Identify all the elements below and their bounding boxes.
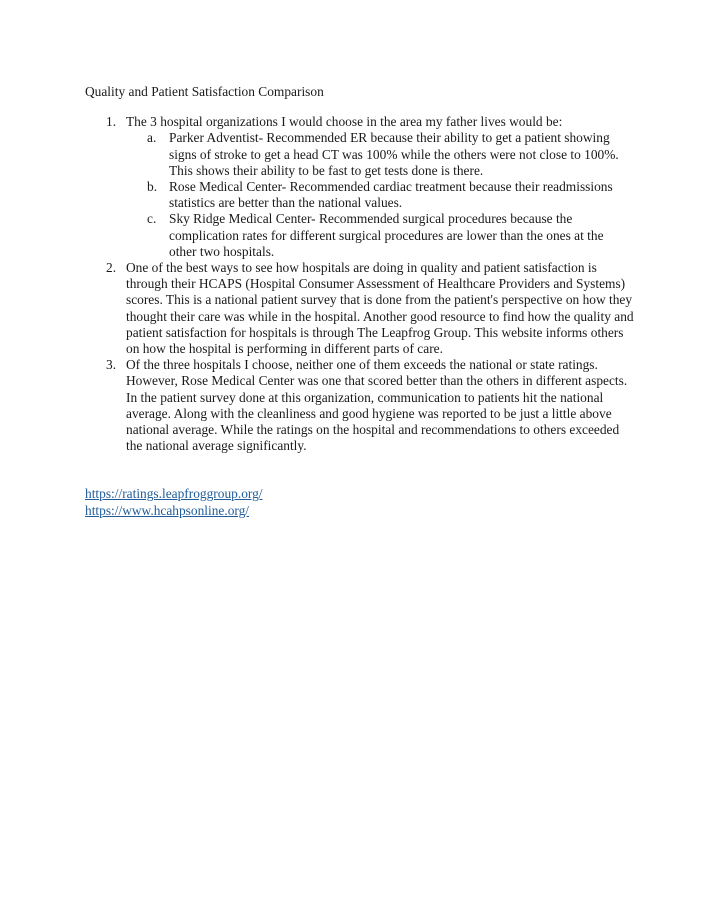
list-item-3 xyxy=(85,357,634,454)
sublist-item-c xyxy=(126,211,634,260)
list-number: 1. xyxy=(106,114,117,130)
document-title: Quality and Patient Satisfaction Comparison xyxy=(85,84,324,99)
sublist-item-text: Parker Adventist- Recommended ER because their ability to get a patient showing signs of stroke to get a head CT was 100% while the others were not close to 100%. This shows their ability to be fast to get tests done is there. xyxy=(169,130,619,178)
sublist-letter: b. xyxy=(147,179,158,195)
hcahps-link[interactable]: https://www.hcahpsonline.org/ xyxy=(85,502,250,518)
sublist-letter: c. xyxy=(147,211,157,227)
list-item-1 xyxy=(85,114,634,260)
sublist-letter: a. xyxy=(147,130,157,146)
sublist-item-text: Rose Medical Center- Recommended cardiac treatment because their readmissions statistics are better than the national values. xyxy=(169,179,613,211)
list-item-text: One of the best ways to see how hospitals are doing in quality and patient satisfaction is through their HCAPS (Hospital Consumer Assessment of Healthcare Providers and Systems) scores. This is a national patient survey that is done from the patient's perspective on how they thought their care was while in the hospital. Another good resource to find how the quality and patient satisfaction for hospitals is through The Leapfrog Group. This website informs others on how the hospital is performing in different parts of care. xyxy=(126,260,634,357)
sublist-item-a xyxy=(126,130,634,179)
sublist-item-text: Sky Ridge Medical Center- Recommended surgical procedures because the complication rates for different surgical procedures are lower than the ones at the other two hospitals. xyxy=(169,211,604,259)
lettered-sublist xyxy=(126,130,634,260)
list-number: 2. xyxy=(106,260,117,276)
list-item-2 xyxy=(85,260,634,357)
sublist-item-b xyxy=(126,179,634,211)
list-number: 3. xyxy=(106,357,117,373)
leapfrog-link[interactable]: https://ratings.leapfroggroup.org/ xyxy=(85,486,263,502)
list-item-text: Of the three hospitals I choose, neither one of them exceeds the national or state ratings. However, Rose Medical Center was one that scored better than the others in different aspects. In the patient survey done at this organization, communication to patients hit the national average. Along with the cleanliness and good hygiene was reported to be just a little above national average. While the ratings on the hospital and recommendations to others exceeded the national average significantly. xyxy=(126,357,628,454)
list-item-text: The 3 hospital organizations I would choose in the area my father lives would be: xyxy=(126,114,563,130)
reference-links xyxy=(85,486,634,518)
numbered-list xyxy=(85,114,634,454)
